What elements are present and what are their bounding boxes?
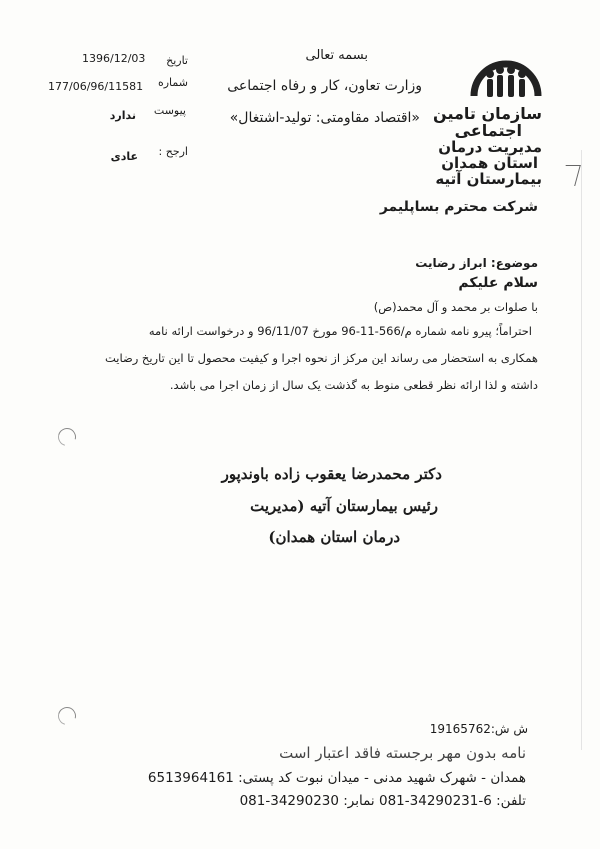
greeting: سلام علیکم (458, 275, 538, 291)
attachment-label: پیوست (153, 104, 186, 117)
signatory-title-1: رئیس بیمارستان آتیه (مدیریت (250, 497, 438, 515)
number-label: شماره (157, 76, 188, 89)
phone-fax: تلفن: 6-34290231-081 نمابر: 34290230-081 (239, 793, 526, 809)
number-value: 177/06/96/11581 (48, 80, 144, 93)
attachment-value: ندارد (109, 109, 136, 122)
address: همدان - شهرک شهید مدنی - میدان نبوت کد پستی: 6513964161 (147, 770, 526, 786)
priority-label: ارجح : (158, 145, 188, 158)
body-line-1: احتراماً؛ پیرو نامه شماره م/566-11-96 مورخ 96/11/07 و درخواست ارائه نامه (148, 324, 532, 338)
page-edge-line (581, 150, 582, 750)
logo-line-3: مدیریت درمان (438, 138, 542, 156)
logo-line-5: بیمارستان آتیه (435, 170, 542, 188)
body-line-2: همکاری به استحضار می رساند این مرکز از نحوه اجرا و کیفیت محصول تا این تاریخ رضایت (104, 351, 538, 365)
logo-line-2: اجتماعی (454, 121, 522, 140)
body-line-3: داشته و لذا ارائه نظر قطعی منوط به گذشت یک سال از زمان اجرا می باشد. (169, 378, 538, 392)
punch-hole-top (55, 425, 80, 450)
validity-notice: نامه بدون مهر برجسته فاقد اعتبار است (279, 744, 526, 762)
salawat: با صلوات بر محمد و آل محمد(ص) (373, 300, 538, 314)
signatory-name: دکتر محمدرضا یعقوب زاده باوندپور (221, 465, 442, 483)
punch-hole-bottom (55, 704, 80, 729)
subject: موضوع: ابراز رضایت (415, 256, 538, 270)
invocation: بسمه تعالی (305, 48, 368, 63)
recipient: شرکت محترم بساپلیمر (379, 199, 538, 215)
date-label: تاریخ (166, 54, 188, 67)
tracking-number: ش ش:19165762 (429, 722, 528, 736)
ministry-name: وزارت تعاون، کار و رفاه اجتماعی (227, 78, 422, 94)
logo-line-1: سازمان تامین (433, 104, 542, 123)
priority-value: عادی (110, 150, 138, 163)
pen-mark (560, 165, 581, 186)
signatory-title-2: درمان استان همدان) (268, 528, 400, 546)
logo-line-4: استان همدان (441, 154, 538, 172)
date-value: 1396/12/03 (82, 52, 146, 65)
slogan: «اقتصاد مقاومتی: تولید-اشتغال» (229, 110, 420, 126)
